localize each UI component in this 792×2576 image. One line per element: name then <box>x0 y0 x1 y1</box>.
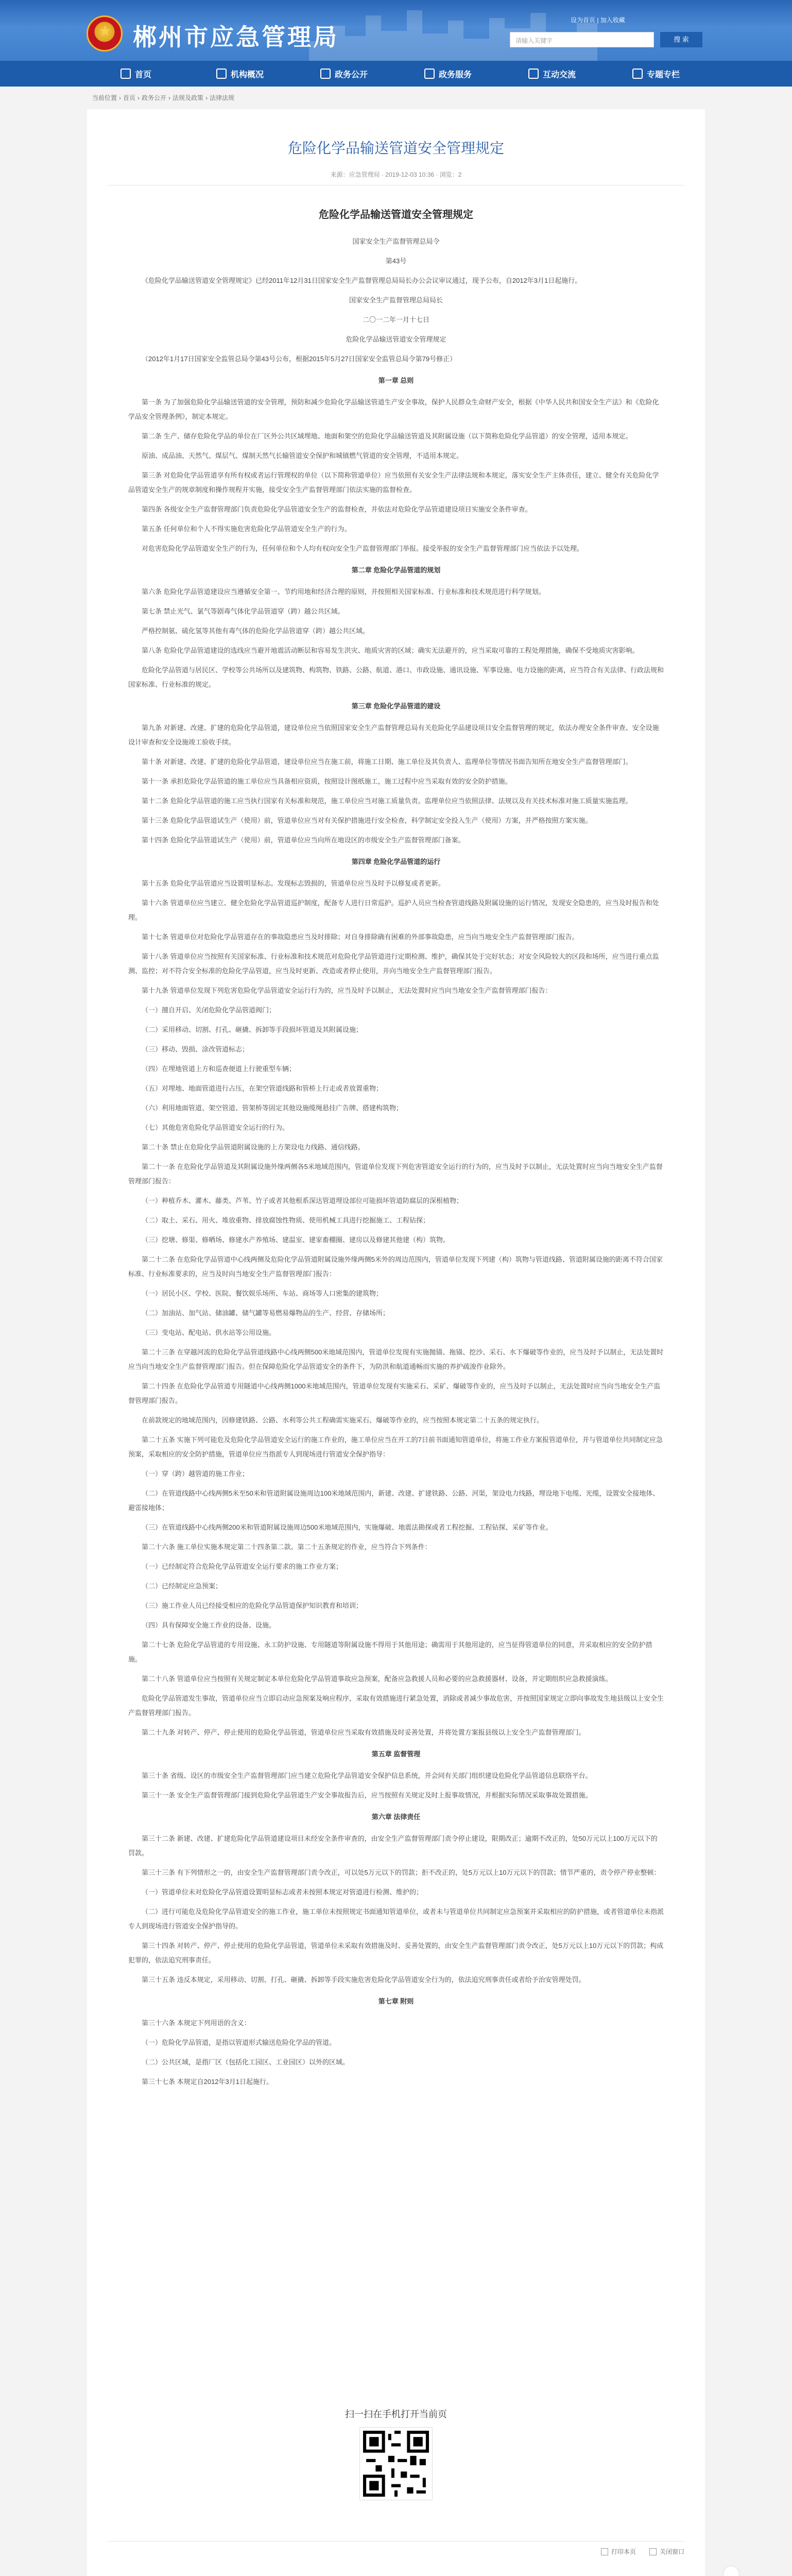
article-paragraph: （三）施工作业人员已经接受相应的危险化学品管道保护知识教育和培训； <box>142 1602 363 1609</box>
article-paragraph: （四）具有保障安全施工作业的设备、设施。 <box>142 1621 276 1629</box>
article-paragraph: （一）穿（跨）越管道的施工作业； <box>142 1470 249 1478</box>
article-paragraph: （六）利用地面管道、架空管道、管架桥等固定其他设施缆绳悬挂广告牌、搭建构筑物； <box>142 1104 403 1112</box>
article-paragraph: 二〇一二年一月十七日 <box>362 316 429 324</box>
article-paragraph: 第三十一条 安全生产监督管理部门接到危险化学品管道生产安全事故报告后，应当按照有关规定及时上报事故情况，并根据实际情况采取事故处置措施。 <box>142 1791 592 1799</box>
breadcrumb-item[interactable]: 法规及政策 <box>173 94 204 101</box>
article-paragraph: 第三十条 省级、设区的市级安全生产监督管理部门应当建立危险化学品管道安全保护信息系统，并会同有关部门组织建设危险化学品管道信息联络平台。 <box>142 1772 592 1780</box>
nav-item-4[interactable] <box>503 61 601 87</box>
qr-label: 扫一扫在手机打开当前页 <box>345 2409 447 2419</box>
nav-label: 专题专栏 <box>646 70 680 79</box>
article-paragraph: （二）进行可能危及危险化学品管道安全的施工作业，施工单位未按照规定书面通知管道单位，或者未与管道单位共同制定应急预案并采取相应的防护措施，或者管道单位未指派专人到现场进行管道安全保护指导的。 <box>128 1908 664 1930</box>
article-paragraph: 第三条 对危险化学品管道享有所有权或者运行管理权的单位（以下简称管道单位）应当依照有关安全生产法律法规和本规定，落实安全生产主体责任，建立、健全有关危险化学品管道安全生产的规章制度和操作规程并实施，接受安全生产监督管理部门依法实施的监督检查。 <box>128 471 659 494</box>
nav-label: 政务公开 <box>334 70 368 79</box>
article-paragraph: 第十九条 管道单位发现下列危害危险化学品管道安全运行行为的，应当及时予以制止，无法处置时应当向当地安全生产监督管理部门报告： <box>142 987 552 994</box>
breadcrumb-separator: › <box>137 94 140 101</box>
article-paragraph: 第二十八条 管道单位应当按照有关规定制定本单位危险化学品管道事故应急预案，配备应急救援人员和必要的应急救援器材、设备，并定期组织应急救援演练。 <box>142 1675 612 1683</box>
print-label: 打印本页 <box>611 2548 636 2555</box>
share-icon[interactable] <box>723 2566 739 2576</box>
document-icon <box>320 69 331 79</box>
breadcrumb-item: 当前位置 <box>92 94 117 101</box>
print-button[interactable] <box>601 2547 636 2556</box>
close-window-button[interactable] <box>649 2547 684 2556</box>
article-paragraph: （二）采用移动、切割、打孔、砸撬、拆卸等手段损坏管道及其附属设施； <box>142 1026 363 1033</box>
article-paragraph: （二）在管道线路中心线两侧5米至50米和管道附属设施周边100米地域范围内，新建、改建、扩建铁路、公路、河渠，架设电力线路，埋设地下电缆、光缆，设置安全接地体、避雷接地体； <box>128 1489 660 1512</box>
article-paragraph: （三）变电站、配电站、供水站等公用设施。 <box>142 1329 276 1336</box>
nav-item-2[interactable] <box>295 61 393 87</box>
article-paragraph: 《危险化学品输送管道安全管理规定》已经2011年12月31日国家安全生产监督管理总局局长办公会议审议通过，现予公布，自2012年3月1日起施行。 <box>142 277 582 284</box>
article-paragraph: （三）移动、毁损、涂改管道标志； <box>142 1045 249 1053</box>
nav-item-0[interactable] <box>87 61 185 87</box>
qr-code <box>360 2428 432 2500</box>
article-paragraph: （二）取土、采石、用火、堆放重物、排放腐蚀性物质、使用机械工具进行挖掘施工、工程钻探； <box>142 1216 430 1224</box>
article-paragraph: 第二条 生产、储存危险化学品的单位在厂区外公共区域埋地、地面和架空的危险化学品输送管道及其附属设施（以下简称危险化学品管道）的安全管理，适用本规定。 <box>142 432 632 440</box>
search-button[interactable]: 搜 索 <box>660 32 702 47</box>
nav-item-3[interactable] <box>399 61 497 87</box>
article-paragraph: 第三十七条 本规定自2012年3月1日起施行。 <box>142 2078 273 2086</box>
floating-toolbar <box>723 2566 743 2576</box>
article-paragraph: （三）在管道线路中心线两侧200米和管道附属设施周边500米地域范围内，实施爆破、地震法勘探或者工程挖掘、工程钻探、采矿等作业。 <box>142 1523 553 1531</box>
article-paragraph: 第四条 各级安全生产监督管理部门负责危险化学品管道安全生产的监督检查，并依法对危险化学品管道建设项目实施安全条件审查。 <box>142 505 532 513</box>
article-paragraph: （二）加油站、加气站、储油罐、储气罐等易燃易爆物品的生产、经营、存储场所； <box>142 1309 390 1317</box>
article-paragraph: 第十四条 危险化学品管道试生产（使用）前，管道单位应当向所在地设区的市级安全生产监督管理部门备案。 <box>142 836 465 844</box>
folder-icon <box>632 69 643 79</box>
service-icon <box>424 69 435 79</box>
article-paragraph: 第二十六条 施工单位实施本规定第二十四条第二款、第二十五条规定的作业，应当符合下列条件： <box>142 1543 432 1551</box>
article-paragraph: （七）其他危害危险化学品管道安全运行的行为。 <box>142 1124 289 1131</box>
article-paragraph: 第二十九条 对转产、停产、停止使用的危险化学品管道，管道单位应当采取有效措施及时妥善处置，并将处置方案报县级以上安全生产监督管理部门。 <box>142 1728 586 1736</box>
article-meta: 来源：应急管理局 · 2019-12-03 10:36 · 浏览：2 <box>108 170 684 185</box>
article-paragraph: 第三十四条 对转产、停产、停止使用的危险化学品管道，管道单位未采取有效措施及时、妥善处置的，由安全生产监督管理部门责令改正，处5万元以上10万元以下的罚款；构成犯罪的，依法追究刑事责任。 <box>128 1942 664 1964</box>
article-paragraph: 第三十三条 有下列情形之一的，由安全生产监督管理部门责令改正，可以处5万元以下的罚款；拒不改正的，处5万元以上10万元以下的罚款；情节严重的，责令停产停业整顿： <box>142 1869 661 1876</box>
chapter-heading: 第一章 总则 <box>378 377 414 384</box>
qr-block <box>87 2407 705 2500</box>
article-paragraph: （二）已经制定应急预案； <box>142 1582 222 1590</box>
article-paragraph: 第十六条 管道单位应当建立、健全危险化学品管道巡护制度，配备专人进行日常巡护。巡护人员应当检查管道线路及附属设施的运行情况，发现安全隐患的，应当及时报告和处理。 <box>128 899 659 921</box>
top-links[interactable]: 设为首页 | 加入收藏 <box>571 16 625 24</box>
article-paragraph: （2012年1月17日国家安全监管总局令第43号公布，根据2015年5月27日国家安全监管总局令第79号修正） <box>142 355 457 363</box>
article-paragraph: 危险化学品管道发生事故，管道单位应当立即启动应急预案及响应程序，采取有效措施进行紧急处置，消除或者减少事故危害，并按照国家规定立即向事故发生地县级以上安全生产监督管理部门报告。 <box>128 1694 664 1717</box>
nav-label: 政务服务 <box>438 70 472 79</box>
article-paragraph: 第六条 危险化学品管道建设应当遵循安全第一、节约用地和经济合理的原则，并按照相关国家标准、行业标准和技术规范进行科学规划。 <box>142 588 545 596</box>
chapter-heading: 第二章 危险化学品管道的规划 <box>351 566 441 574</box>
article-paragraph: 第43号 <box>385 257 407 265</box>
breadcrumb-item[interactable]: 首页 <box>123 94 136 101</box>
breadcrumb <box>87 87 705 109</box>
main-nav <box>0 61 792 87</box>
article-paragraph: 第十二条 危险化学品管道的施工应当执行国家有关标准和规范，施工单位应当对施工质量负责。监理单位应当依照法律、法规以及有关技术标准对施工质量实施监理。 <box>142 797 632 805</box>
article-card <box>87 109 705 2576</box>
close-icon <box>649 2548 657 2555</box>
chapter-heading: 第三章 危险化学品管道的建设 <box>351 702 441 710</box>
article-paragraph: 第二十四条 在危险化学品管道专用隧道中心线两侧1000米地域范围内，管道单位发现有实施采石、采矿、爆破等作业的，应当及时予以制止，无法处置时应当向当地安全生产监督管理部门报告。 <box>128 1382 661 1404</box>
article-paragraph: 严格控制氨、硫化氢等其他有毒气体的危险化学品管道穿（跨）越公共区域。 <box>142 627 370 635</box>
article-paragraph: 第二十条 禁止在危险化学品管道附属设施的上方架设电力线路、通信线路。 <box>142 1143 365 1151</box>
article-paragraph: 第二十一条 在危险化学品管道及其附属设施外缘两侧各5米地域范围内，管道单位发现下列危害管道安全运行的行为的，应当及时予以制止，无法处置时应当向当地安全生产监督管理部门报告： <box>128 1163 663 1185</box>
article-paragraph: （一）管道单位未对危险化学品管道设置明显标志或者未按照本规定对管道进行检测、维护的； <box>142 1888 423 1896</box>
chat-icon <box>528 69 539 79</box>
chapter-heading: 第六章 法律责任 <box>371 1813 421 1821</box>
qr-code-icon <box>363 2431 429 2497</box>
article-body <box>128 234 664 2089</box>
article-paragraph: 第二十二条 在危险化学品管道中心线两侧及危险化学品管道附属设施外缘两侧5米外的周边范围内，管道单位发现下列建（构）筑物与管道线路、管道附属设施的距离不符合国家标准、行业标准要求的，应当及时向当地安全生产监督管理部门报告： <box>128 1256 663 1278</box>
page-title: 危险化学品输送管道安全管理规定 <box>287 140 504 156</box>
article-paragraph: 第十八条 管道单位应当按照有关国家标准、行业标准和技术规范对危险化学品管道进行定期检测、维护，确保其处于完好状态；对安全风险较大的区段和场所，应当进行重点监测、监控；对不符合安全标准的危险化学品管道，应当及时更新、改造或者停止使用，并向当地安全生产监督管理部门报告。 <box>128 953 659 975</box>
article-paragraph: 国家安全生产监督管理总局局长 <box>349 296 443 304</box>
article-paragraph: （四）在埋地管道上方和巡查便道上行驶重型车辆； <box>142 1065 296 1073</box>
article-paragraph: （一）种植乔木、灌木、藤类、芦苇、竹子或者其他根系深达管道埋设部位可能损坏管道防腐层的深根植物； <box>142 1197 463 1205</box>
article-paragraph: 国家安全生产监督管理总局令 <box>352 238 440 245</box>
breadcrumb-item[interactable]: 政务公开 <box>142 94 167 101</box>
article-paragraph: 第十三条 危险化学品管道试生产（使用）前，管道单位应当对有关保护措施进行安全检查，科学制定安全投入生产（使用）方案，并严格按照方案实施。 <box>142 817 592 824</box>
article-paragraph: （一）擅自开启、关闭危险化学品管道阀门； <box>142 1006 276 1014</box>
article-paragraph: 第三十五条 违反本规定，采用移动、切割、打孔、砸撬、拆卸等手段实施危害危险化学品管道安全行为的，依法追究刑事责任或者给予治安管理处罚。 <box>142 1976 586 1984</box>
article-paragraph: 在前款规定的地域范围内，因修建铁路、公路、水利等公共工程确需实施采石、爆破等作业的，应当按照本规定第二十五条的规定执行。 <box>142 1416 544 1424</box>
article-paragraph: 第三十六条 本规定下列用语的含义： <box>142 2019 251 2027</box>
article-paragraph: （三）挖塘、修渠、修晒场、修建水产养殖场、建温室、建家畜棚圈、建房以及修建其他建（构）筑物。 <box>142 1236 450 1244</box>
nav-item-5[interactable] <box>607 61 705 87</box>
article-paragraph: 第五条 任何单位和个人不得实施危害危险化学品管道安全生产的行为。 <box>142 525 351 533</box>
search-input[interactable]: 请输入关键字 <box>510 32 654 47</box>
building-icon <box>216 69 227 79</box>
article-paragraph: 危险化学品输送管道安全管理规定 <box>346 335 446 343</box>
nav-label: 机构概况 <box>230 70 264 79</box>
chapter-heading: 第四章 危险化学品管道的运行 <box>351 858 441 866</box>
skyline-decoration <box>309 0 597 61</box>
emblem-logo[interactable] <box>87 15 123 52</box>
nav-label: 首页 <box>134 70 151 79</box>
article-paragraph: 第一条 为了加强危险化学品输送管道的安全管理，预防和减少危险化学品输送管道生产安全事故，保护人民群众生命财产安全，根据《中华人民共和国安全生产法》和《危险化学品安全管理条例》，制定本规定。 <box>128 398 659 420</box>
article-paragraph: （二）公共区域，是指厂区（包括化工园区、工业园区）以外的区域。 <box>142 2058 350 2066</box>
article-paragraph: （一）居民小区、学校、医院、餐饮娱乐场所、车站、商场等人口密集的建筑物； <box>142 1290 383 1297</box>
article-paragraph: 危险化学品管道与居民区、学校等公共场所以及建筑物、构筑物、铁路、公路、航道、港口、市政设施、通讯设施、军事设施、电力设施的距离，应当符合有关法律、行政法规和国家标准、行业标准的规定。 <box>128 666 664 688</box>
breadcrumb-separator: › <box>168 94 171 101</box>
article-paragraph: 第八条 危险化学品管道建设的选线应当避开地震活动断层和容易发生洪灾、地质灾害的区域；确实无法避开的，应当采取可靠的工程处理措施，确保不受地质灾害影响。 <box>142 647 639 654</box>
article-paragraph: 第三十二条 新建、改建、扩建危险化学品管道建设项目未经安全条件审查的，由安全生产监督管理部门责令停止建设，限期改正；逾期不改正的，处50万元以上100万元以下的罚款。 <box>128 1835 658 1857</box>
chapter-heading: 第五章 监督管理 <box>371 1750 421 1758</box>
article-paragraph: 第十一条 承担危险化学品管道的施工单位应当具备相应资质，按照设计图纸施工，施工过程中应当采取有效的安全防护措施。 <box>142 777 512 785</box>
article-paragraph: （五）对埋地、地面管道进行占压，在架空管道线路和管桥上行走或者放置重物； <box>142 1084 383 1092</box>
article-paragraph: 第二十七条 危险化学品管道的专用设施、永工防护设施、专用隧道等附属设施不得用于其他用途；确需用于其他用途的，应当征得管道单位的同意，并采取相应的安全防护措施。 <box>128 1641 652 1663</box>
article-actions <box>108 2541 684 2562</box>
site-title[interactable]: 郴州市应急管理局 <box>133 24 339 50</box>
close-label: 关闭窗口 <box>659 2548 684 2555</box>
breadcrumb-separator: › <box>205 94 208 101</box>
nav-label: 互动交流 <box>542 70 576 79</box>
printer-icon <box>601 2548 608 2555</box>
breadcrumb-item[interactable]: 法律法规 <box>210 94 235 101</box>
site-header <box>0 0 792 61</box>
article-paragraph: （一）危险化学品管道，是指以管道形式输送危险化学品的管道。 <box>142 2039 336 2046</box>
article-paragraph: 第二十五条 实施下列可能危及危险化学品管道安全运行的施工作业的，施工单位应当在开工的7日前书面通知管道单位，将施工作业方案报管道单位，并与管道单位共同制定应急预案，采取相应的安全防护措施，管道单位应当指派专人到现场进行管道安全保护指导： <box>128 1436 663 1458</box>
article-paragraph: 原油、成品油、天然气、煤层气、煤制天然气长输管道安全保护和城镇燃气管道的安全管理，不适用本规定。 <box>142 452 463 460</box>
article-paragraph: 第七条 禁止光气、氯气等剧毒气体化学品管道穿（跨）越公共区域。 <box>142 607 345 615</box>
article-paragraph: 对危害危险化学品管道安全生产的行为，任何单位和个人均有权向安全生产监督管理部门举报。接受举报的安全生产监督管理部门应当依法予以处理。 <box>142 545 584 552</box>
chapter-heading: 第七章 附则 <box>378 1997 414 2005</box>
document-title: 危险化学品输送管道安全管理规定 <box>319 209 473 221</box>
article-paragraph: （一）已经制定符合危险化学品管道安全运行要求的施工作业方案； <box>142 1563 343 1570</box>
article-paragraph: 第十五条 危险化学品管道应当设置明显标志。发现标志毁损的，管道单位应当及时予以修复或者更新。 <box>142 879 445 887</box>
article-paragraph: 第二十三条 在穿越河流的危险化学品管道线路中心线两侧500米地域范围内，管道单位发现有实施抛锚、拖锚、挖沙、采石、水下爆破等作业的，应当及时予以制止，无法处置时应当向当地安全生产监督管理部门报告。但在保障危险化学品管道安全的条件下，为防洪和航道通畅而实施的养护疏浚作业除外。 <box>128 1348 664 1370</box>
home-icon <box>120 69 131 79</box>
article-paragraph: 第十七条 管道单位对危险化学品管道存在的事故隐患应当及时排除；对自身排除确有困难的外部事故隐患，应当向当地安全生产监督管理部门报告。 <box>142 933 579 941</box>
article-paragraph: 第九条 对新建、改建、扩建的危险化学品管道，建设单位应当依照国家安全生产监督管理总局有关危险化学品建设项目安全监督管理的规定，依法办理安全条件审查、安全设施设计审查和安全设施竣工验收手续。 <box>128 724 659 746</box>
breadcrumb-separator: › <box>119 94 122 101</box>
article-paragraph: 第十条 对新建、改建、扩建的危险化学品管道，建设单位应当在施工前，将施工日期、施工单位及其负责人、监理单位等情况书面告知所在地安全生产监督管理部门。 <box>142 758 632 766</box>
nav-item-1[interactable] <box>191 61 289 87</box>
